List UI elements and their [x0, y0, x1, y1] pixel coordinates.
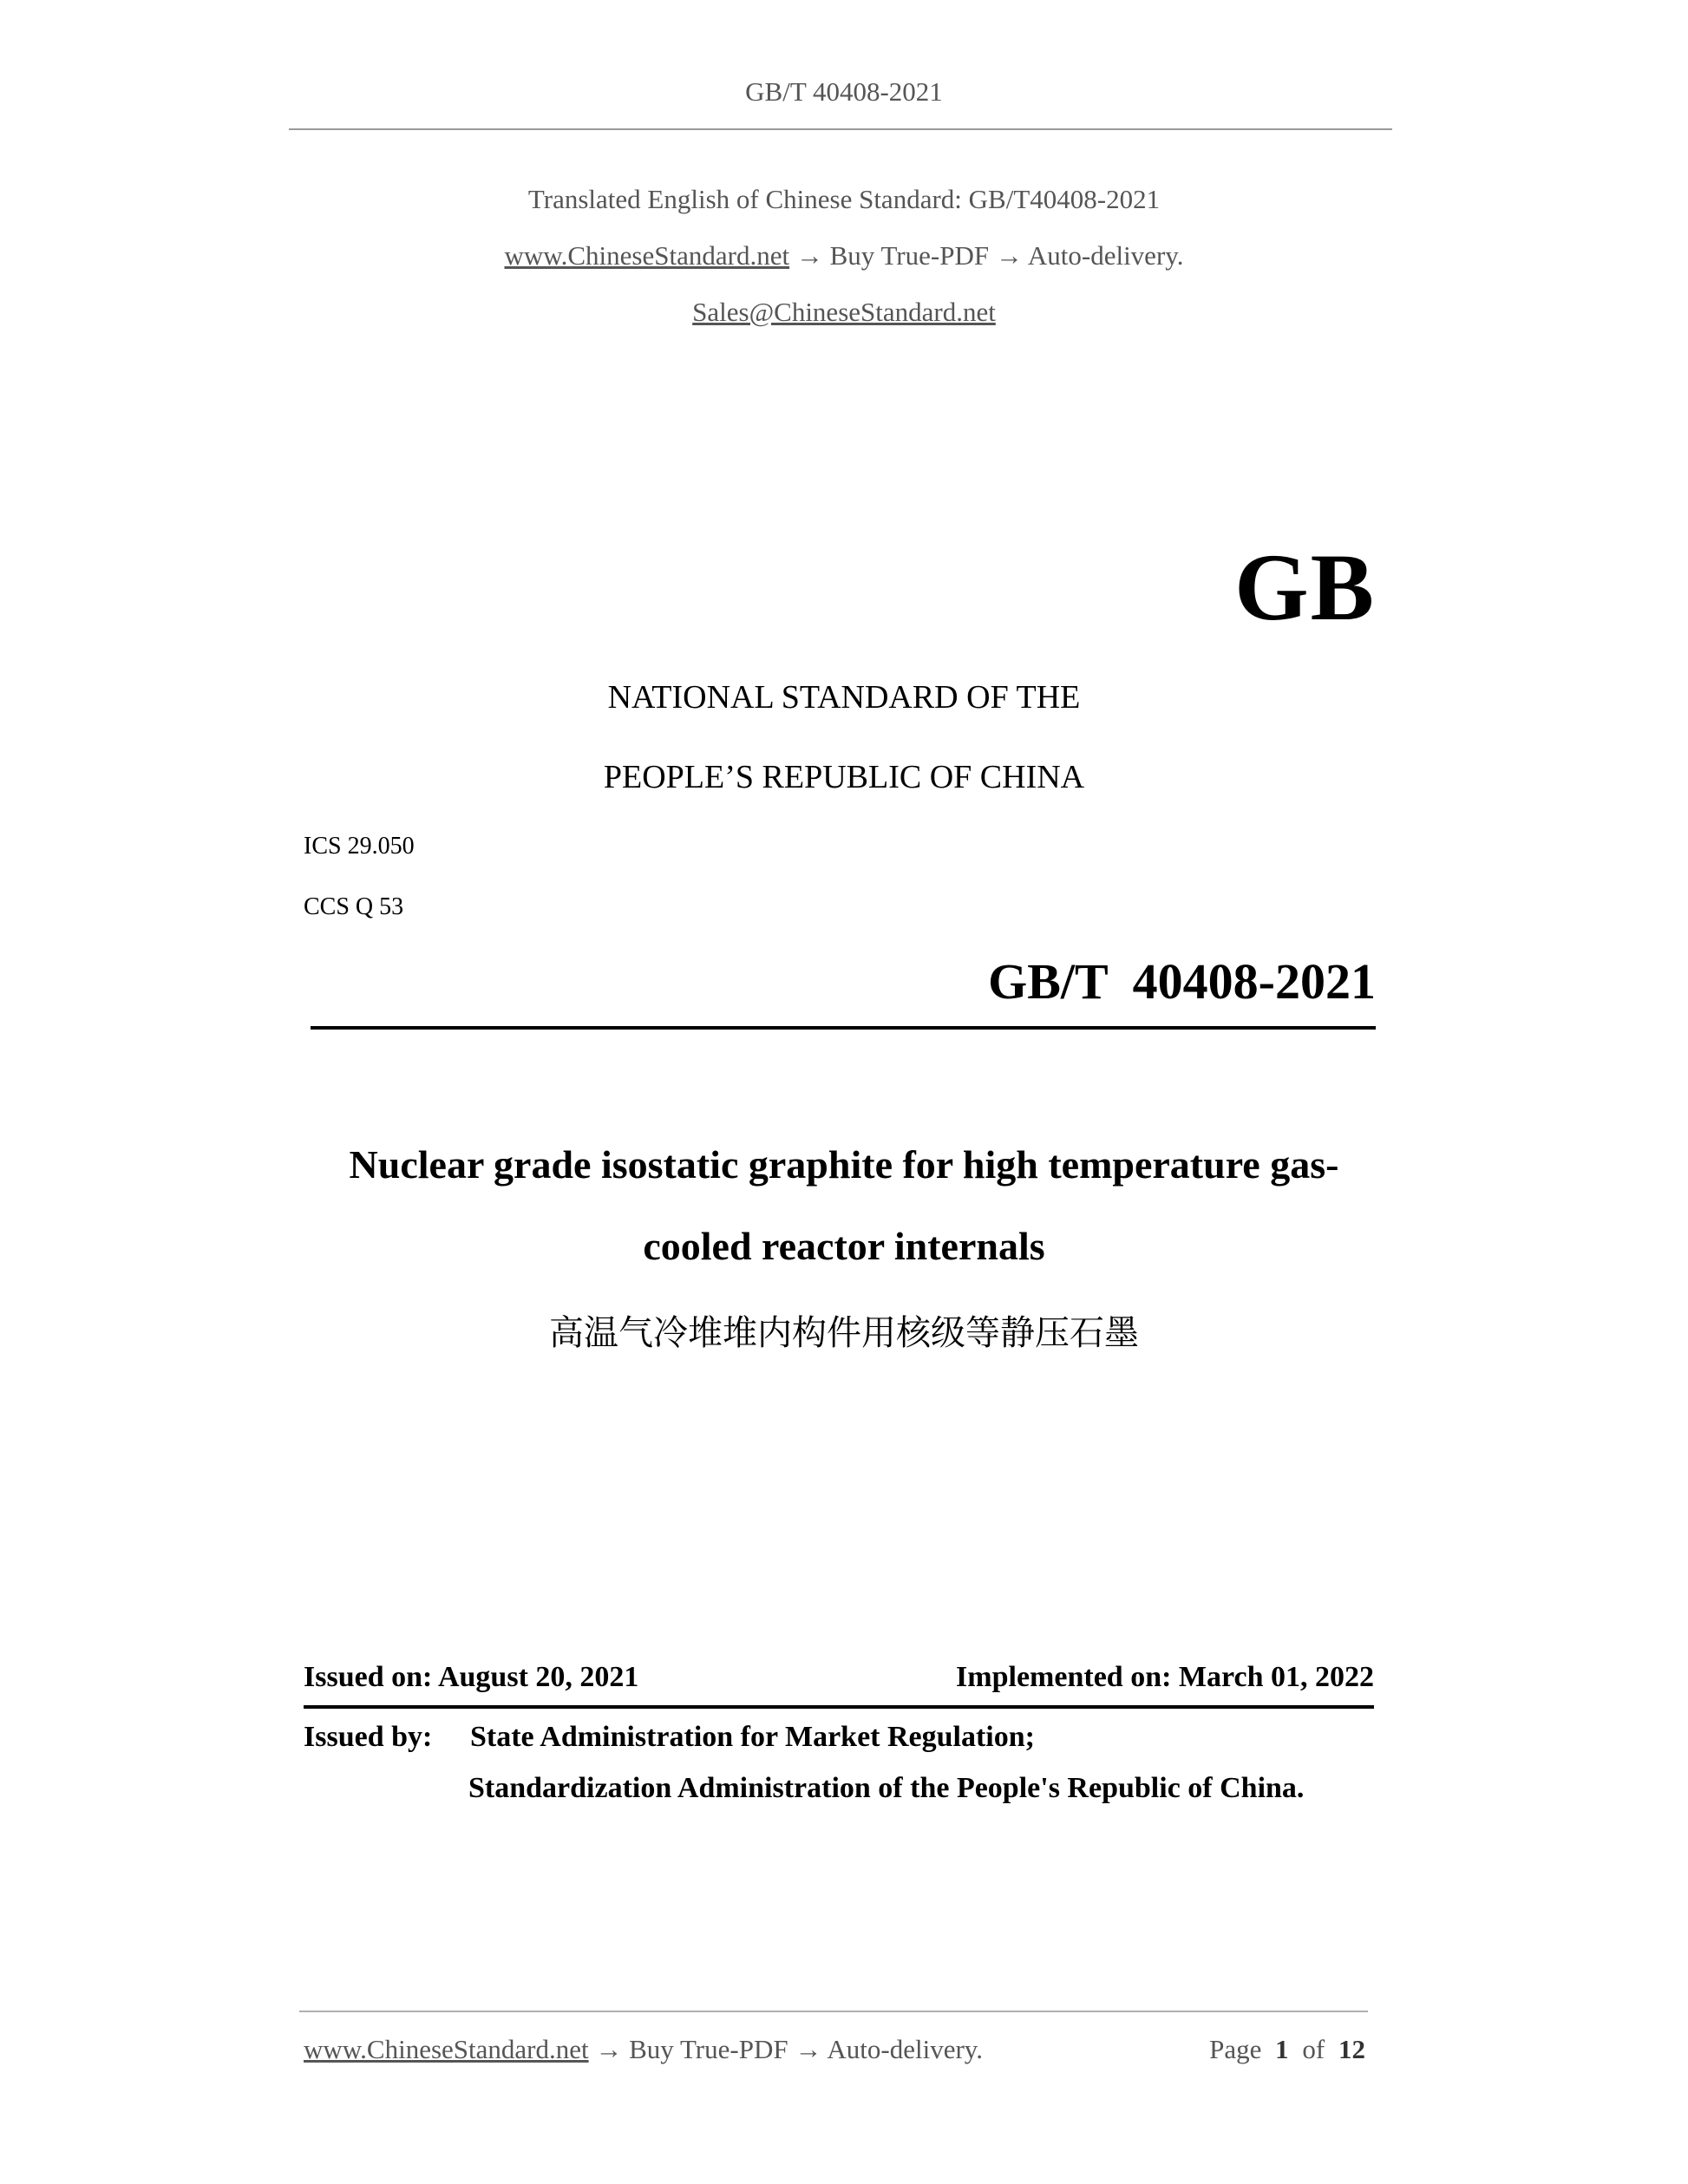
sales-email-link[interactable]: Sales@ChineseStandard.net: [692, 297, 996, 327]
national-standard-line2: PEOPLE’S REPUBLIC OF CHINA: [603, 759, 1085, 795]
footer-purchase-line: [304, 2034, 983, 2065]
arrow-right-icon: →: [595, 2034, 623, 2064]
page-number: 1: [1275, 2034, 1289, 2064]
footer-buy-pdf-text: Buy True-PDF: [629, 2034, 788, 2064]
buy-pdf-text: Buy True-PDF: [829, 240, 990, 271]
of-label: of: [1302, 2034, 1325, 2064]
page-indicator: [1209, 2034, 1365, 2065]
national-standard-line1: NATIONAL STANDARD OF THE: [607, 679, 1081, 716]
purchase-line: [0, 240, 1688, 271]
auto-delivery-text: Auto-delivery.: [1027, 240, 1184, 271]
header-divider: [289, 128, 1392, 130]
issuer-1: State Administration for Market Regulation;: [470, 1721, 1035, 1753]
issued-on: Issued on: August 20, 2021: [304, 1661, 639, 1693]
implemented-on: Implemented on: March 01, 2022: [956, 1661, 1374, 1693]
standard-number-rule: [311, 1026, 1376, 1030]
email-line: [0, 297, 1688, 328]
standard-number: GB/T 40408-2021: [988, 953, 1376, 1010]
issued-rule: [304, 1705, 1374, 1709]
footer-auto-delivery-text: Auto-delivery.: [827, 2034, 984, 2064]
ccs-code: CCS Q 53: [304, 893, 404, 920]
arrow-right-icon: →: [795, 2034, 822, 2064]
title-en-line1: Nuclear grade isostatic graphite for high temperature gas-: [349, 1142, 1339, 1187]
total-pages: 12: [1338, 2034, 1365, 2064]
footer-divider: [299, 2011, 1368, 2012]
site-link[interactable]: www.ChineseStandard.net: [504, 240, 790, 271]
footer-site-link[interactable]: www.ChineseStandard.net: [304, 2034, 589, 2064]
issued-by-label: Issued by:: [304, 1721, 433, 1753]
page-label: Page: [1209, 2034, 1262, 2064]
title-cn: 高温气冷堆堆内构件用核级等静压石墨: [549, 1313, 1139, 1353]
issuer-2: Standardization Administration of the People's Republic of China.: [468, 1772, 1305, 1804]
running-header: GB/T 40408-2021: [745, 76, 943, 107]
title-en-line2: cooled reactor internals: [643, 1224, 1045, 1268]
ics-code: ICS 29.050: [304, 833, 415, 860]
arrow-right-icon: →: [995, 240, 1023, 271]
gb-logo: GB: [1234, 534, 1376, 640]
translation-notice: Translated English of Chinese Standard: GB/T40408-2021: [527, 184, 1161, 214]
arrow-right-icon: →: [795, 240, 823, 271]
